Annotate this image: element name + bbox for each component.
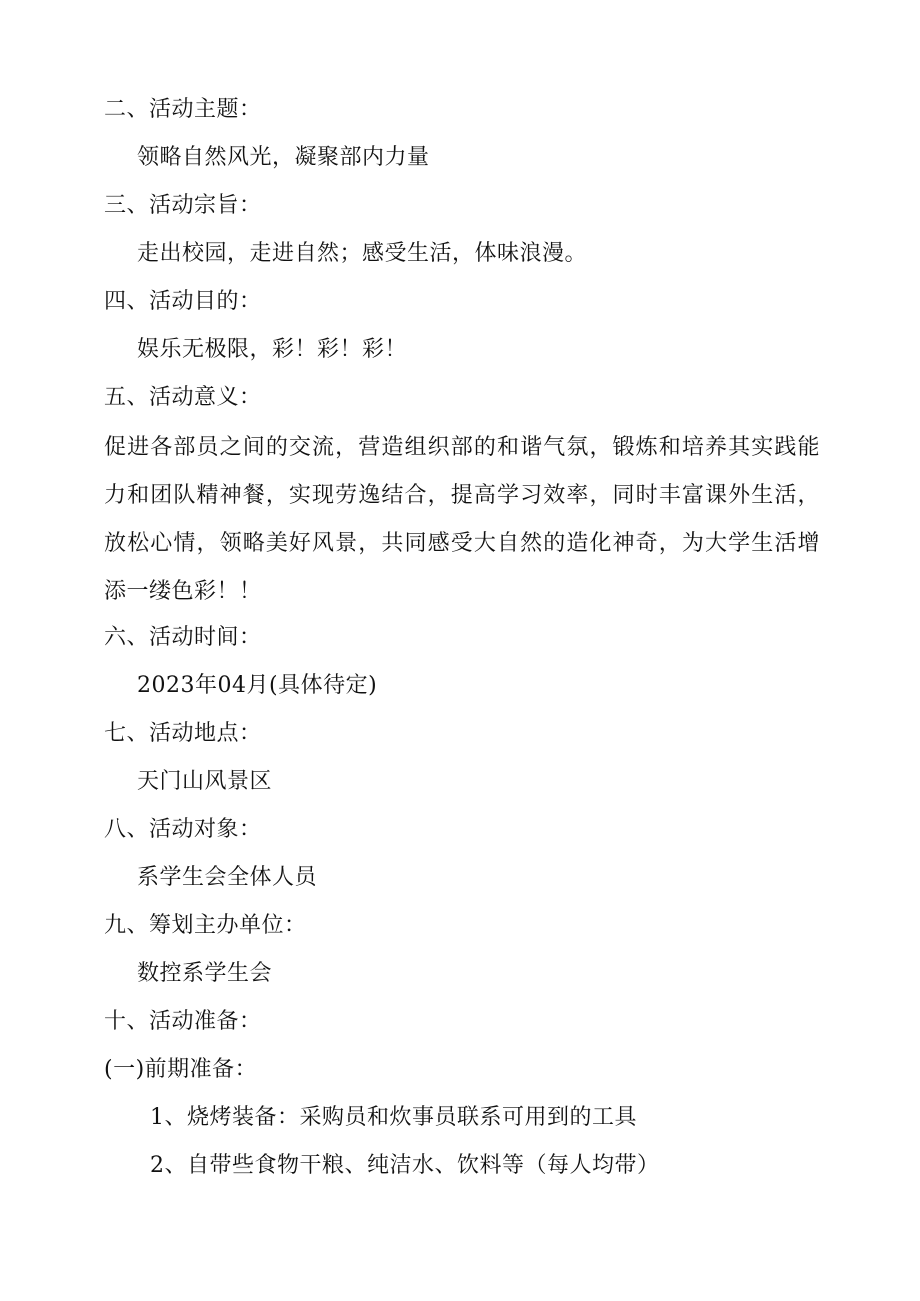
section-3-content: 走出校园，走进自然；感受生活，体味浪漫。 xyxy=(137,241,588,266)
prep-item-1: 1、烧烤装备：采购员和炊事员联系可用到的工具 xyxy=(150,1105,637,1130)
section-6-content: 2023年04月(具体待定) xyxy=(137,673,378,698)
section-10-subheading: (一)前期准备： xyxy=(104,1057,258,1082)
section-9-content: 数控系学生会 xyxy=(137,961,273,986)
section-2-heading: 二、活动主题： xyxy=(104,97,262,122)
section-10-heading: 十、活动准备： xyxy=(104,1009,262,1034)
section-7-heading: 七、活动地点： xyxy=(104,721,262,746)
section-8-heading: 八、活动对象： xyxy=(104,817,262,842)
section-2-content: 领略自然风光，凝聚部内力量 xyxy=(137,145,430,170)
section-7-content: 天门山风景区 xyxy=(137,769,273,794)
section-8-content: 系学生会全体人员 xyxy=(137,865,318,890)
section-9-heading: 九、筹划主办单位： xyxy=(104,913,307,938)
section-3-heading: 三、活动宗旨： xyxy=(104,193,262,218)
section-5-heading: 五、活动意义： xyxy=(104,385,262,410)
section-4-content: 娱乐无极限，彩！彩！彩！ xyxy=(137,337,408,362)
section-6-heading: 六、活动时间： xyxy=(104,625,262,650)
section-4-heading: 四、活动目的： xyxy=(104,289,262,314)
section-5-content: 促进各部员之间的交流，营造组织部的和谐气氛，锻炼和培养其实践能力和团队精神餐，实现劳逸结合，提高学习效率，同时丰富课外生活，放松心情，领略美好风景，共同感受大自然的造化神奇，为大学生活增添一缕色彩！！ xyxy=(104,435,820,604)
prep-item-2: 2、自带些食物干粮、纯洁水、饮料等（每人均带） xyxy=(150,1153,660,1178)
